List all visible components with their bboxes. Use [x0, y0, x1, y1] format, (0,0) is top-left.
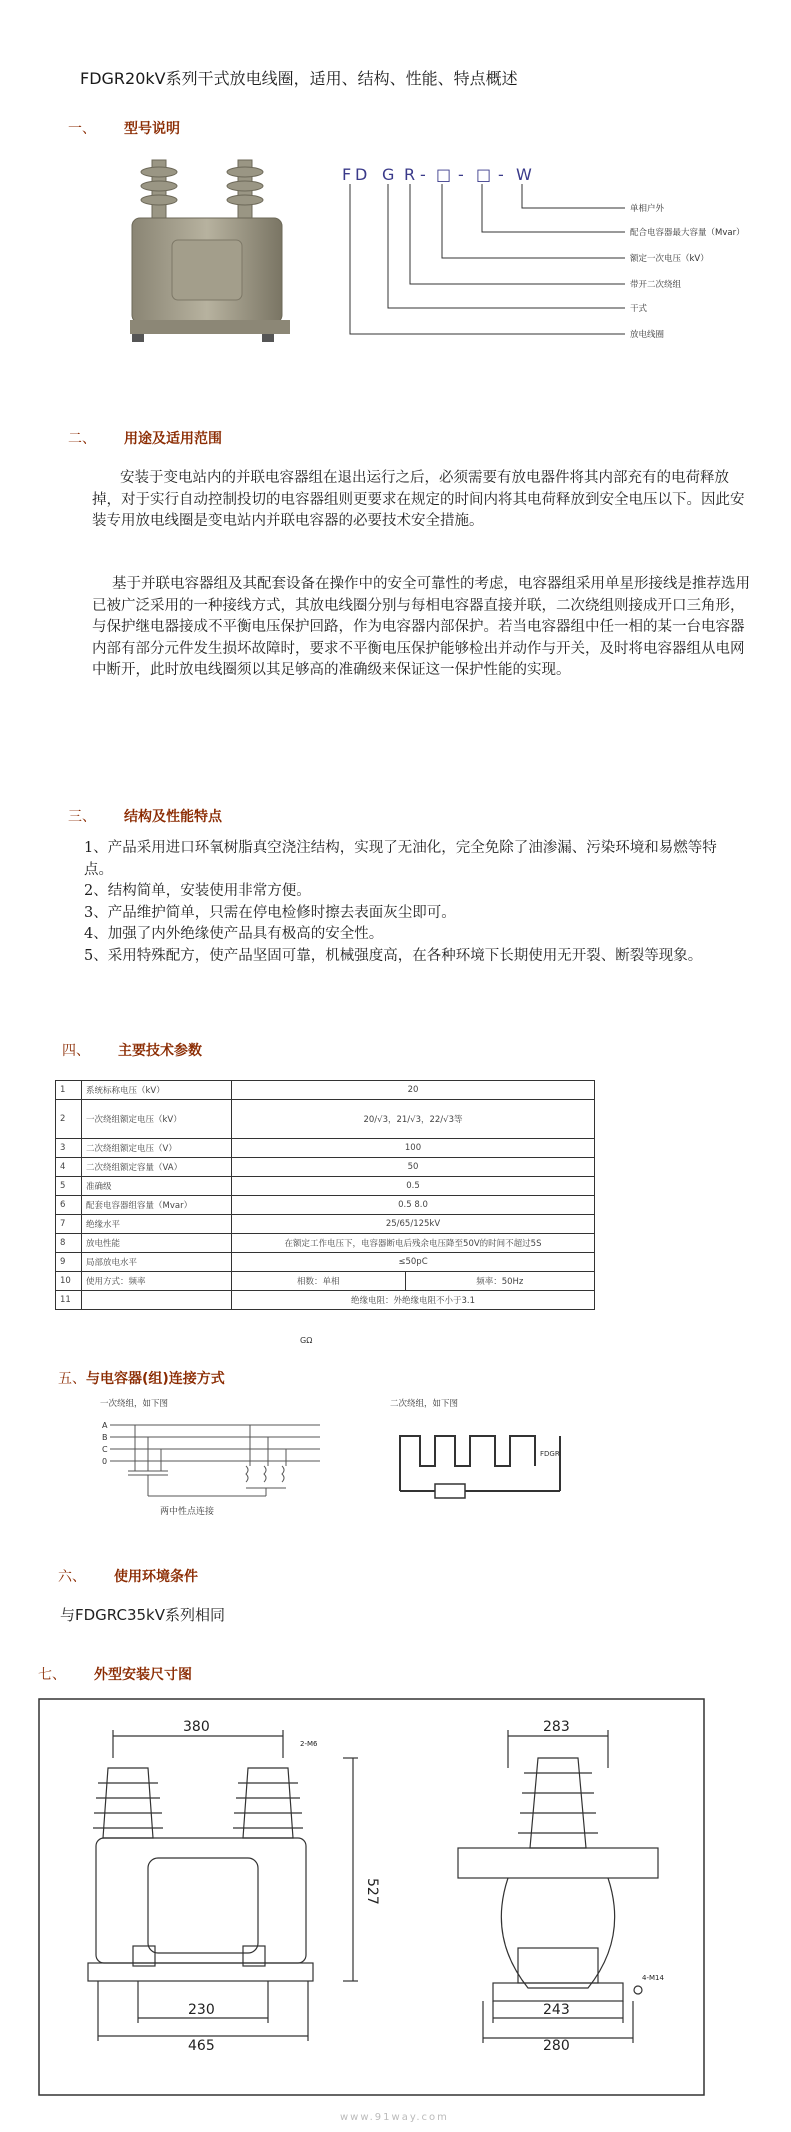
section-number: 五、 — [58, 1371, 86, 1387]
dim-right-base-inner: 243 — [543, 2002, 570, 2018]
usage-paragraph-1: 安装于变电站内的并联电容器组在退出运行之后，必须需要有放电器件将其内部充有的电荷释放掉，对于实行自动控制投切的电容器组则更要求在规定的时间内将其电荷释放到安全电压以下。因此安装专用放电线圈是变电站内并联电容器的必要技术安全措施。 — [92, 470, 745, 529]
model-letter: W — [516, 165, 532, 184]
model-letter: F — [342, 165, 352, 184]
section-number: 二、 — [68, 431, 96, 447]
dim-right-bolt: 4-M14 — [642, 1974, 664, 1982]
feature-item: 2、结构简单，安装使用非常方便。 — [84, 883, 311, 899]
neutral-label: 两中性点连接 — [160, 1507, 215, 1517]
table-row: 4 二次绕组额定容量（VA） 50 — [56, 1158, 595, 1177]
model-letter: D — [355, 165, 368, 184]
section-number: 七、 — [38, 1667, 66, 1683]
section-title: 结构及性能特点 — [124, 809, 222, 825]
legend-item: 额定一次电压（kV） — [630, 254, 709, 264]
dim-left-base-outer: 465 — [188, 2038, 215, 2054]
dim-right-top: 283 — [543, 1719, 570, 1735]
table-row: 5 准确级 0.5 — [56, 1177, 595, 1196]
dim-right-base-outer: 280 — [543, 2038, 570, 2054]
model-letter: □ — [436, 165, 452, 184]
usage-paragraph-2: 基于并联电容器组及其配套设备在操作中的安全可靠性的考虑，电容器组采用单星形接线是推荐选用已被广泛采用的一种接线方式，其放电线圈分别与每相电容器直接并联，二次绕组则接成开口三角形，与保护继电器接成不平衡电压保护回路，作为电容器内部保护。若当电容器组中任一相的某一台电容器内部有部分元件发生损坏故障时，要求不平衡电压保护能够检出并动作与开关，及时将电容器组从电网中断开，此时放电线圈须以其足够高的准确级来保证这一保护性能的实现。 — [92, 576, 750, 678]
params-table — [55, 1080, 595, 1310]
table-row: 6 配套电容器组容量（Mvar） 0.5 8.0 — [56, 1196, 595, 1215]
model-letter: - — [420, 165, 426, 184]
table-row: 7 绝缘水平 25/65/125kV — [56, 1215, 595, 1234]
table-note: GΩ — [300, 1336, 313, 1345]
dimension-drawing — [38, 1698, 718, 2098]
legend-item: 配合电容器最大容量（Mvar） — [630, 228, 745, 238]
section-6-heading — [58, 1566, 198, 1586]
section-number: 六、 — [58, 1569, 86, 1585]
section-number: 三、 — [68, 809, 96, 825]
section-4-heading — [62, 1040, 202, 1060]
feature-item: 3、产品维护简单，只需在停电检修时擦去表面灰尘即可。 — [84, 904, 456, 921]
section-title: 用途及适用范围 — [124, 431, 222, 447]
table-row: 8 放电性能 在额定工作电压下，电容器断电后残余电压降至50V的时间不超过5S — [56, 1234, 595, 1253]
section-title: 型号说明 — [124, 121, 180, 137]
legend-item: 带开二次绕组 — [630, 280, 682, 290]
caption: 二次绕组，如下图 — [390, 1399, 459, 1409]
legend-item: 放电线圈 — [630, 330, 665, 340]
model-letter: R — [404, 165, 416, 184]
table-row: 1 系统标称电压（kV） 20 — [56, 1081, 595, 1100]
legend-item: 干式 — [630, 304, 648, 314]
section-1-heading — [68, 118, 180, 138]
section-number: 一、 — [68, 121, 96, 137]
dim-left-height: 527 — [364, 1878, 380, 1905]
model-letter: - — [498, 165, 504, 184]
table-row: 10 使用方式：频率 相数：单相 频率：50Hz — [56, 1272, 595, 1291]
dim-left-base-inner: 230 — [188, 2002, 215, 2018]
dim-left-top: 380 — [183, 1719, 210, 1735]
svg-text:C: C — [102, 1445, 108, 1454]
env-text: 与FDGRC35kV系列相同 — [60, 1606, 225, 1624]
caption: 一次绕组，如下图 — [100, 1399, 169, 1409]
page-title: FDGR20kV系列干式放电线圈，适用、结构、性能、特点概述 — [80, 69, 518, 88]
product-photo — [112, 150, 312, 350]
table-row: 9 局部放电水平 ≤50pC — [56, 1253, 595, 1272]
svg-text:B: B — [102, 1433, 108, 1442]
model-letter: □ — [476, 165, 492, 184]
section-number: 四、 — [62, 1043, 90, 1059]
section-title: 使用环境条件 — [114, 1569, 198, 1585]
svg-text:A: A — [102, 1421, 108, 1430]
section-3-heading — [68, 806, 222, 826]
feature-item: 1、产品采用进口环氧树脂真空浇注结构，实现了无油化，完全免除了油渗漏、污染环境和易燃等特点。 — [84, 840, 717, 878]
section-2-heading — [68, 428, 222, 448]
table-row: 3 二次绕组额定电压（V） 100 — [56, 1139, 595, 1158]
model-letter: - — [458, 165, 464, 184]
relay-label: FDGR — [540, 1450, 560, 1458]
svg-text:0: 0 — [102, 1457, 108, 1466]
watermark: www.91way.com — [340, 2112, 449, 2123]
primary-winding-diagram — [90, 1396, 350, 1526]
section-7-heading — [38, 1664, 192, 1684]
table-row: 11 绝缘电阻：外绝缘电阻不小于3.1 — [56, 1291, 595, 1310]
section-title: 外型安装尺寸图 — [94, 1667, 192, 1683]
secondary-winding-diagram — [380, 1396, 600, 1526]
feature-item: 4、加强了内外绝缘使产品具有极高的安全性。 — [84, 926, 384, 942]
feature-item: 5、采用特殊配方，使产品坚固可靠，机械强度高，在各种环境下长期使用无开裂、断裂等现象。 — [84, 947, 703, 964]
section-5-heading — [58, 1368, 225, 1388]
model-code-diagram — [330, 148, 760, 348]
legend-item: 单相户外 — [630, 204, 665, 214]
section-title: 主要技术参数 — [118, 1043, 202, 1059]
section-title: 与电容器(组)连接方式 — [86, 1371, 225, 1387]
model-letter: G — [382, 165, 395, 184]
features-list — [84, 838, 724, 967]
dim-left-small: 2-M6 — [300, 1740, 318, 1748]
table-row: 2 一次绕组额定电压（kV） 20/√3，21/√3，22/√3等 — [56, 1100, 595, 1139]
